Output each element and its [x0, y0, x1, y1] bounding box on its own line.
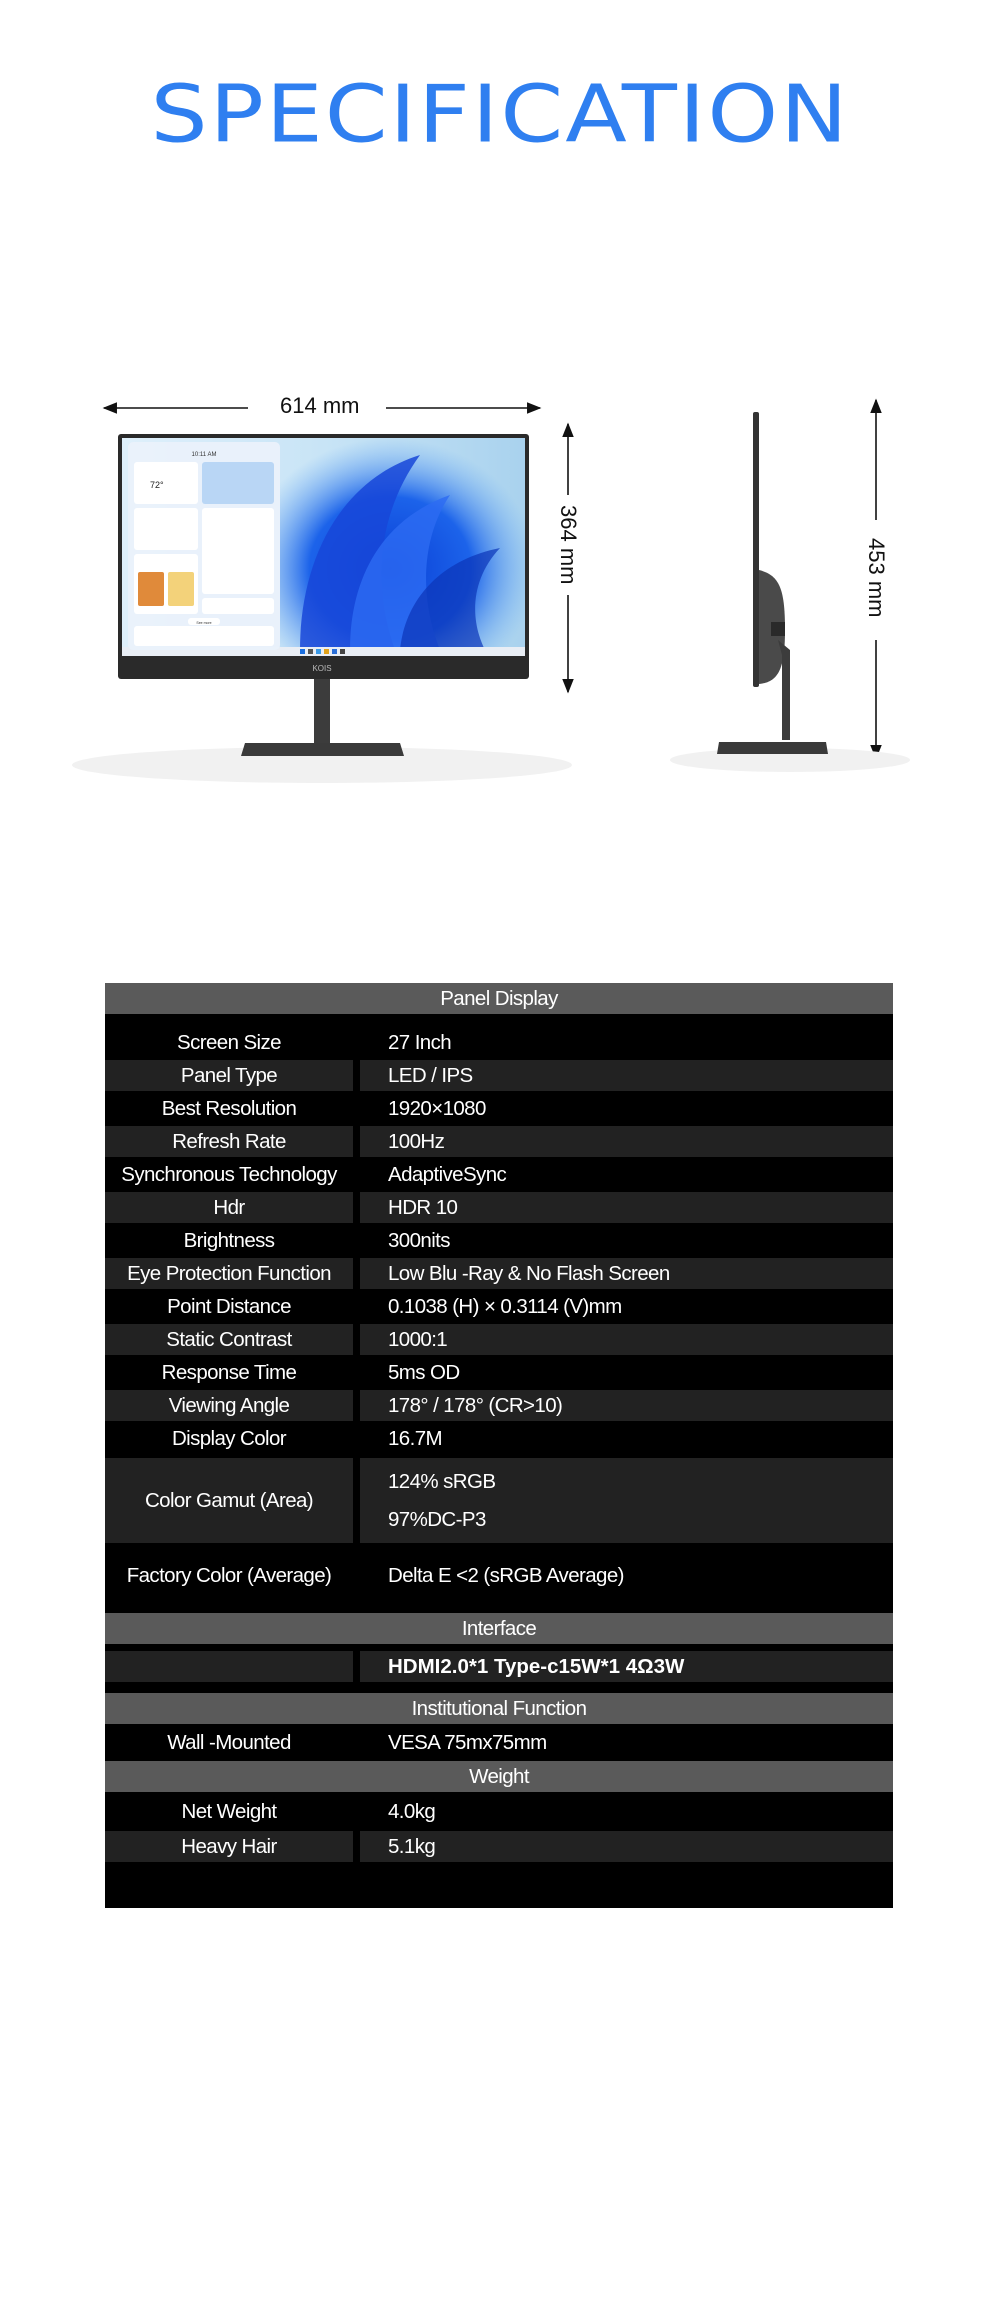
row-value: LED / IPS	[360, 1060, 893, 1091]
row-label: Wall -Mounted	[167, 1731, 291, 1754]
row-label: Panel Type	[105, 1060, 353, 1091]
color-gamut-srgb: 124% sRGB	[388, 1469, 496, 1493]
row-value: HDMI2.0*1 Type-c15W*1 4Ω3W	[360, 1651, 893, 1682]
row-value: 1000:1	[360, 1324, 893, 1355]
table-row-factory-color	[105, 1545, 893, 1607]
row-label: Point Distance	[167, 1294, 291, 1318]
row-value: 16.7M	[388, 1426, 442, 1450]
screen-clock: 10:11 AM	[191, 452, 217, 458]
row-label: Factory Color (Average)	[126, 1564, 332, 1587]
row-label: Display Color	[171, 1426, 287, 1450]
section-interface: Interface	[105, 1613, 893, 1644]
row-value: 178° / 178° (CR>10)	[360, 1390, 893, 1421]
row-label: Response Time	[161, 1360, 297, 1384]
spec-table	[105, 983, 893, 1908]
width-label: 614 mm	[280, 393, 360, 418]
row-label: Best Resolution	[161, 1096, 297, 1120]
dimension-drawing	[0, 330, 1000, 1050]
row-label: Heavy Hair	[105, 1831, 353, 1862]
row-value	[360, 1458, 893, 1543]
row-value: 100Hz	[360, 1126, 893, 1157]
row-label: Refresh Rate	[105, 1126, 353, 1157]
table-row-color-gamut	[105, 1458, 893, 1543]
table-row	[105, 1324, 893, 1355]
row-label: Net Weight	[181, 1800, 277, 1823]
row-label: Static Contrast	[105, 1324, 353, 1355]
row-value: Low Blu -Ray & No Flash Screen	[360, 1258, 893, 1289]
table-row	[105, 1060, 893, 1091]
section-institutional: Institutional Function	[105, 1693, 893, 1724]
table-row-interface	[105, 1651, 893, 1682]
table-row	[105, 1126, 893, 1157]
table-row	[105, 1390, 893, 1421]
table-row-wall-mounted	[105, 1726, 893, 1760]
row-value: VESA 75mx75mm	[388, 1731, 547, 1754]
weather-temp: 72°	[150, 480, 164, 490]
page-title: SPECIFICATION	[150, 68, 850, 161]
table-row	[105, 1258, 893, 1289]
row-value: 5ms OD	[388, 1360, 460, 1384]
row-value: Delta E <2 (sRGB Average)	[388, 1564, 624, 1587]
row-value: HDR 10	[360, 1192, 893, 1223]
row-value: 27 Inch	[388, 1030, 452, 1054]
table-row	[105, 1831, 893, 1862]
table-row	[105, 1159, 893, 1190]
monitor-front	[72, 434, 572, 783]
row-value: 300nits	[388, 1228, 450, 1252]
section-panel-display: Panel Display	[105, 983, 893, 1014]
row-label: Screen Size	[177, 1030, 281, 1054]
section-weight: Weight	[105, 1761, 893, 1792]
row-label: Eye Protection Function	[105, 1258, 353, 1289]
table-row	[105, 1795, 893, 1829]
row-label: Hdr	[105, 1192, 353, 1223]
table-row	[105, 1423, 893, 1454]
brand-logo: KOIS	[312, 664, 332, 673]
row-label: Viewing Angle	[105, 1390, 353, 1421]
row-label	[105, 1651, 353, 1682]
table-row	[105, 1357, 893, 1388]
height-label: 364 mm	[556, 505, 581, 585]
row-label: Color Gamut (Area)	[105, 1458, 353, 1543]
widget-see-more: See more	[196, 621, 212, 625]
table-row	[105, 1225, 893, 1256]
row-value: 0.1038 (H) × 0.3114 (V)mm	[388, 1294, 622, 1318]
row-value: 1920×1080	[388, 1096, 486, 1120]
row-label: Synchronous Technology	[121, 1162, 337, 1186]
table-row	[105, 1291, 893, 1322]
row-value: AdaptiveSync	[388, 1162, 507, 1186]
color-gamut-dcp3: 97%DC-P3	[388, 1507, 486, 1531]
total-height-label: 453 mm	[864, 538, 889, 618]
table-row	[105, 1027, 893, 1058]
table-row	[105, 1093, 893, 1124]
row-value: 5.1kg	[360, 1831, 893, 1862]
table-row	[105, 1192, 893, 1223]
row-label: Brightness	[183, 1228, 275, 1252]
row-value: 4.0kg	[388, 1800, 436, 1823]
